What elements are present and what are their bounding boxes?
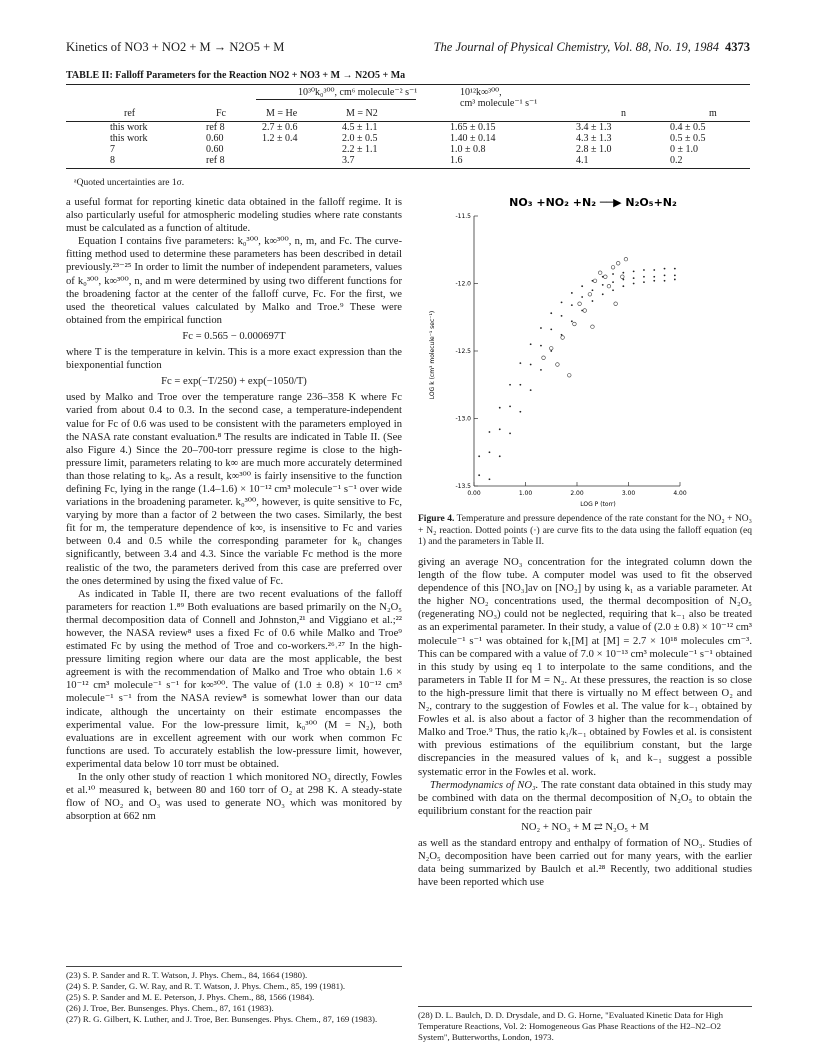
fit-point bbox=[602, 284, 604, 286]
fit-point bbox=[674, 275, 676, 277]
table-cell: 0 ± 1.0 bbox=[670, 144, 698, 155]
fit-point bbox=[530, 364, 532, 366]
data-point bbox=[614, 302, 618, 306]
paragraph bbox=[418, 779, 752, 818]
x-tick-label: 2.00 bbox=[570, 490, 584, 497]
figure-4 bbox=[418, 190, 752, 510]
table-cell: ref 8 bbox=[206, 155, 225, 166]
data-point bbox=[549, 347, 553, 351]
fit-point bbox=[602, 293, 604, 295]
fit-point bbox=[633, 283, 635, 285]
data-point bbox=[611, 266, 615, 270]
fit-point bbox=[612, 273, 614, 275]
table-col-n: n bbox=[621, 108, 626, 119]
equation: Fc = 0.565 − 0.000697T bbox=[182, 330, 286, 342]
data-point bbox=[593, 279, 597, 283]
table-col-he: M = He bbox=[266, 108, 298, 119]
running-header-journal bbox=[434, 40, 750, 55]
fit-curve bbox=[478, 275, 676, 477]
table-cell: 4.1 bbox=[576, 155, 589, 166]
fit-point bbox=[540, 345, 542, 347]
data-point bbox=[556, 363, 560, 367]
table-cell: 2.8 ± 1.0 bbox=[576, 144, 612, 155]
table-cell: ref 8 bbox=[206, 122, 225, 133]
data-point bbox=[588, 293, 592, 297]
fit-point bbox=[499, 455, 501, 457]
table-col-ref: ref bbox=[124, 108, 136, 119]
fit-curve bbox=[478, 268, 676, 457]
y-tick-label: -13.5 bbox=[455, 483, 471, 490]
figure-caption-text: Temperature and pressure dependence of the rate constant for the NO₂ + NO₃ + N₂ reaction. Dotted points (·) are curve fits to the data using the falloff equation (eq 1) and the parameters in Table II. bbox=[418, 514, 752, 547]
table-cell: 7 bbox=[110, 144, 115, 155]
section-subhead: Thermodynamics of NO₃. bbox=[430, 779, 539, 791]
fit-point bbox=[540, 327, 542, 329]
table-cell: 4.5 ± 1.1 bbox=[342, 122, 378, 133]
fit-point bbox=[499, 407, 501, 409]
fit-point bbox=[509, 405, 511, 407]
falloff-chart bbox=[418, 190, 752, 510]
fit-point bbox=[509, 384, 511, 386]
table-cell: 0.60 bbox=[206, 144, 224, 155]
x-tick-label: 1.00 bbox=[518, 490, 533, 497]
figure-caption bbox=[418, 514, 752, 549]
fit-point bbox=[592, 289, 594, 291]
table-cell: 0.5 ± 0.5 bbox=[670, 133, 706, 144]
fit-point bbox=[664, 280, 666, 282]
fit-curve bbox=[489, 279, 676, 481]
fit-point bbox=[489, 478, 491, 480]
paragraph: as well as the standard entropy and enthalpy of formation of NO₃. Studies of N₂O₅ decomposition have been carried out for many years, with the earlier data being summarized by Baulch et al.²⁸ Recently, two additional studies have been reported which use bbox=[418, 837, 752, 889]
fit-point bbox=[561, 334, 563, 336]
paragraph: a useful format for reporting kinetic data obtained in the falloff regime. It is also particularly useful for atmospheric modeling studies where rate constants must be calculated as a function of altitude. bbox=[66, 197, 402, 235]
paragraph: In the only other study of reaction 1 which monitored NO₃ directly, Fowles et al.¹⁰ measured k₁ between 80 and 160 torr of O₂ at 298 K. A steady-state flow of NO₂ and O₃ was used to generate NO₃ which was monitored by absorption at 662 nm bbox=[66, 772, 402, 823]
fit-point bbox=[550, 329, 552, 331]
fit-point bbox=[643, 276, 645, 278]
page-number: 4373 bbox=[725, 40, 750, 54]
fit-point bbox=[571, 292, 573, 294]
x-axis-label: LOG P (torr) bbox=[580, 501, 616, 508]
journal-citation: The Journal of Physical Chemistry, Vol. 88, No. 19, 1984 bbox=[433, 40, 719, 54]
table-cell: 3.4 ± 1.3 bbox=[576, 122, 612, 133]
table-cell: this work bbox=[110, 122, 148, 133]
fit-point bbox=[622, 279, 624, 281]
x-tick-label: 3.00 bbox=[621, 490, 636, 497]
fit-point bbox=[581, 296, 583, 298]
paragraph: used by Malko and Troe over the temperature range 236–358 K where Fc varied from about 0.4 to 0.3. In the second case, a temperature-independent value for Fc of 0.6 was used to be consistent with the parameters employed in the NASA rate constant evaluation.⁸ The results are indicated in Table II. (See also Figure 4.) Since the 20–700-torr pressure regime is close to the high-pressure limit, parameters relating to k∞ are much more accurately determined than those relating to k₀. As a result, k∞³⁰⁰ is fairly insensitive to the function defining Fc, lying in the range (1.4–1.6) × 10⁻¹² cm³ molecule⁻¹ s⁻¹ over wide variations in the broadening parameter. k₀³⁰⁰, however, is quite sensitive to Fc, varying by more than a factor of 2 between the two cases. Similarly, the best fit for m, the temperature dependence of k∞, is insensitive to Fc and varies between 0.4 and 0.5 while the corresponding parameter for k₀ changes significantly, between 3.4 and 4.3. Since the variable Fc method is the more realistic of the two, the parameters derived from this case are preferred over the ones determined by using the fixed value of Fc. bbox=[66, 392, 402, 587]
data-point bbox=[624, 257, 628, 261]
y-tick-label: -12.5 bbox=[455, 348, 471, 355]
fit-point bbox=[519, 362, 521, 364]
paragraph-text: The rate constant data obtained in this study may be combined with data on the thermal decomposition of N₂O₅ to obtain the equilibrium constant for the reaction pair bbox=[418, 779, 752, 817]
table-cell: 1.40 ± 0.14 bbox=[450, 133, 496, 144]
fit-point bbox=[674, 268, 676, 270]
table-group-header-kinf-2: cm³ molecule⁻¹ s⁻¹ bbox=[460, 98, 538, 109]
y-tick-label: -13.0 bbox=[455, 415, 471, 423]
fit-point bbox=[633, 277, 635, 279]
fit-point bbox=[509, 432, 511, 434]
table-footnote: ᵃQuoted uncertainties are 1σ. bbox=[74, 178, 185, 188]
x-tick-label: 4.00 bbox=[673, 490, 687, 497]
table-cell: 1.65 ± 0.15 bbox=[450, 122, 496, 133]
left-column bbox=[66, 196, 402, 823]
table-cell: 4.3 ± 1.3 bbox=[576, 133, 612, 144]
paragraph: Equation I contains five parameters: k₀³⁰⁰, k∞³⁰⁰, n, m, and Fc. The curve-fitting method used to determine these parameters has been described in detail previously.²³⁻²⁵ In order to limit the number of independent parameters, values of k₀³⁰⁰, k∞³⁰⁰, n, and m were determined by using two different functions for the broadening factor at the center of the falloff curve, Fc. For the first, we used the theoretical values calculated by Malko and Troe.⁹ These were obtained from the empirical function bbox=[66, 236, 402, 326]
y-tick-label: -12.0 bbox=[455, 280, 471, 288]
y-tick-label: -11.5 bbox=[455, 213, 471, 220]
fit-point bbox=[664, 268, 666, 270]
equation: NO₂ + NO₃ + M ⇄ N₂O₅ + M bbox=[521, 821, 649, 833]
chart-title: NO₃ +NO₂ +N₂ ──▶ N₂O₅+N₂ bbox=[509, 196, 677, 209]
fit-point bbox=[478, 474, 480, 476]
data-point bbox=[621, 275, 625, 279]
fit-point bbox=[530, 343, 532, 345]
fit-point bbox=[499, 428, 501, 430]
fit-point bbox=[530, 389, 532, 391]
table-col-m: m bbox=[709, 108, 717, 119]
data-point bbox=[607, 284, 611, 288]
table-cell: 1.0 ± 0.8 bbox=[450, 144, 486, 155]
fit-point bbox=[653, 280, 655, 282]
table-cell: 1.6 bbox=[450, 155, 463, 166]
fit-point bbox=[550, 312, 552, 314]
fit-point bbox=[612, 281, 614, 283]
data-point bbox=[561, 336, 565, 340]
reference-item: (25) S. P. Sander and M. E. Peterson, J. Phys. Chem., 88, 1566 (1984). bbox=[66, 992, 315, 1002]
data-point bbox=[583, 309, 587, 313]
table-cell: 2.2 ± 1.1 bbox=[342, 144, 378, 155]
fit-point bbox=[489, 431, 491, 433]
table-cell: 1.2 ± 0.4 bbox=[262, 133, 298, 144]
data-point bbox=[573, 322, 577, 326]
table-title: TABLE II: Falloff Parameters for the Reaction NO2 + NO3 + M → N2O5 + Ma bbox=[66, 70, 406, 81]
data-point bbox=[591, 325, 595, 329]
fit-point bbox=[519, 411, 521, 413]
fit-point bbox=[633, 270, 635, 272]
reference-item: (23) S. P. Sander and R. T. Watson, J. Phys. Chem., 84, 1664 (1980). bbox=[66, 970, 308, 980]
fit-point bbox=[561, 315, 563, 317]
data-point bbox=[598, 271, 602, 275]
fit-point bbox=[478, 455, 480, 457]
fit-point bbox=[643, 269, 645, 271]
reference-item: (24) S. P. Sander, G. W. Ray, and R. T. Watson, J. Phys. Chem., 85, 199 (1981). bbox=[66, 981, 346, 991]
equation: Fc = exp(−T/250) + exp(−1050/T) bbox=[161, 376, 307, 388]
data-point bbox=[542, 356, 546, 360]
table-cell: 3.7 bbox=[342, 155, 355, 166]
table-cell: 2.7 ± 0.6 bbox=[262, 122, 298, 133]
figure-label: Figure 4. bbox=[418, 514, 455, 524]
fit-point bbox=[664, 275, 666, 277]
right-column bbox=[418, 556, 752, 889]
footnotes-right bbox=[418, 1010, 752, 1043]
fit-point bbox=[653, 269, 655, 271]
data-point bbox=[578, 302, 582, 306]
fit-point bbox=[653, 276, 655, 278]
table-group-header-kinf-1: 10¹²k∞³⁰⁰, bbox=[460, 87, 502, 98]
reference-item: (27) R. G. Gilbert, K. Luther, and J. Troe, Ber. Bunsenges. Phys. Chem., 87, 169 (1983). bbox=[66, 1014, 378, 1024]
fit-point bbox=[622, 272, 624, 274]
table-cell: 0.60 bbox=[206, 133, 224, 144]
fit-point bbox=[540, 369, 542, 371]
x-tick-label: 0.00 bbox=[467, 490, 481, 497]
fit-point bbox=[571, 304, 573, 306]
fit-point bbox=[489, 451, 491, 453]
footnotes-left bbox=[66, 970, 402, 1025]
reference-item: (28) D. L. Baulch, D. D. Drysdale, and D. G. Horne, "Evaluated Kinetic Data for High Temperature Reactions, Vol. 2: Homogeneous Gas Phase Reactions of the H2–N2–O2 System", Butterworths, London, 1973. bbox=[418, 1010, 724, 1042]
table-cell: 2.0 ± 0.5 bbox=[342, 133, 378, 144]
fit-point bbox=[561, 302, 563, 304]
table-group-header-k0: 10³⁰k₀³⁰⁰, cm⁶ molecule⁻² s⁻¹ bbox=[298, 87, 418, 98]
paragraph: giving an average NO₃ concentration for the integrated column down the length of the flow tube. A computer model was used to fit the observed dependence of this [NO₃]av on [NO₂] by using k₁ as a variable parameter. At the higher NO₂ concentrations used, the thermal decomposition of N₂O₅ (regenerating NO₃) could not be neglected, requiring that k₋₁ also be treated as an experimental parameter. In their study, a value of (2.0 ± 0.8) × 10⁻¹² cm³ molecule⁻¹ s⁻¹ was obtained for k₁[M] at [M] = 2.7 × 10¹⁸ molecules cm⁻³. This can be compared with a value of 7.0 × 10⁻¹³ cm³ molecule⁻¹ s⁻¹ obtained in this study by using eq 1 to interpolate to the same conditions, and the parameters in Table II for M = N₂. At these pressures, the reaction is so close to the high-pressure limit that there is virtually no M effect between O₂ and N₂, contrary to the suggestion of Fowles et al. The value for k₋₁ obtained by Fowles et al. is also about a factor of 3 higher than the recommendation of Malko and Troe.⁹ Thus, the ratio k₁/k₋₁ obtained by Fowles et al. is consistent with previous estimations of the equilibrium constant, but the large discrepancies in the measured values of k₁ and k₋₁ suggest a possible systematic error in the Fowles et al. work. bbox=[418, 557, 752, 778]
fit-point bbox=[581, 285, 583, 287]
fit-point bbox=[612, 289, 614, 291]
paragraph: where T is the temperature in kelvin. This is a more exact expression than the biexponential function bbox=[66, 347, 402, 372]
table-col-n2: M = N2 bbox=[346, 108, 378, 119]
fit-point bbox=[519, 384, 521, 386]
data-point bbox=[616, 261, 620, 265]
fit-point bbox=[622, 285, 624, 287]
table-cell: 8 bbox=[110, 155, 115, 166]
fit-point bbox=[592, 300, 594, 302]
fit-point bbox=[571, 320, 573, 322]
table-cell: this work bbox=[110, 133, 148, 144]
fit-point bbox=[643, 281, 645, 283]
y-axis-label: LOG k (cm³ molecule⁻¹ sec⁻¹) bbox=[429, 310, 436, 400]
reference-item: (26) J. Troe, Ber. Bunsenges. Phys. Chem., 87, 161 (1983). bbox=[66, 1003, 274, 1013]
running-header-title: Kinetics of NO3 + NO2 + M → N2O5 + M bbox=[66, 40, 285, 54]
data-point bbox=[604, 275, 608, 279]
fit-point bbox=[674, 279, 676, 281]
data-point bbox=[567, 374, 571, 378]
paragraph: As indicated in Table II, there are two recent evaluations of the falloff parameters for reaction 1.⁸⁹ Both evaluations are based primarily on the N₂O₅ thermal decomposition data of Connell and Johnston,²¹ and Viggiano et al.;²² however, the NASA review⁸ uses a fixed Fc of 0.6 while Malko and Troe⁹ estimated Fc by using the method of Troe and co-workers.²⁶˒²⁷ In the high-pressure limiting region where our data are the most applicable, the best agreement is with the recommendation of Malko and Troe who obtain 1.6 × 10⁻¹² cm³ molecule⁻¹ s⁻¹ for k∞³⁰⁰. The value of (1.0 ± 0.8) × 10⁻¹² cm³ molecule⁻¹ s⁻¹ from the NASA review⁸ is somewhat lower than our data indicate, although the uncertainty on their estimate encompasses the experimental value. For the low-pressure limit, k₀³⁰⁰ (M = N₂), both evaluations are in excellent agreement with our work when common Fc functions are used. To accurately establish the low-pressure limit, however, experimental data below 10 torr must be obtained. bbox=[66, 588, 402, 770]
table-col-fc: Fc bbox=[216, 108, 226, 119]
table-cell: 0.2 bbox=[670, 155, 683, 166]
table-cell: 0.4 ± 0.5 bbox=[670, 122, 706, 133]
